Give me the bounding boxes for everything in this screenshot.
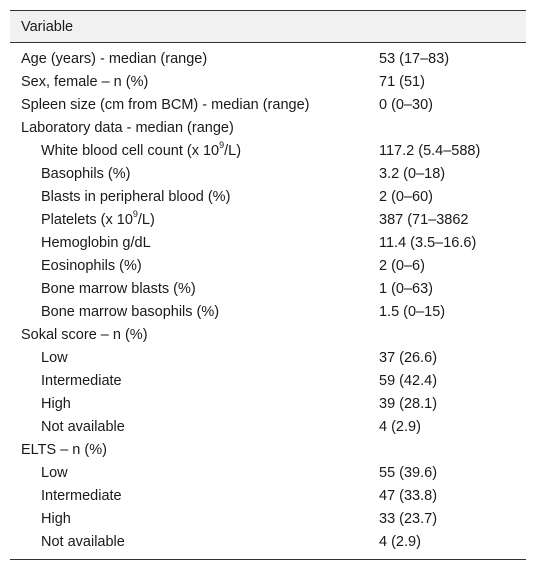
section-row-laboratory: [10, 117, 526, 140]
row-value: 71 (51): [379, 74, 425, 90]
row-value: 11.4 (3.5–16.6): [379, 235, 477, 251]
row-value: 4 (2.9): [379, 419, 421, 435]
row-value: 39 (28.1): [379, 396, 438, 412]
row-value: 3.2 (0–18): [379, 166, 446, 182]
row-label: Not available: [41, 419, 125, 435]
table-row: [10, 209, 526, 232]
label-text: /L): [137, 212, 155, 228]
table-row: [10, 278, 526, 301]
section-label: Laboratory data - median (range): [21, 120, 234, 136]
table-row: [10, 508, 526, 531]
row-value: 33 (23.7): [379, 511, 438, 527]
row-value: 2 (0–60): [379, 189, 434, 205]
section-row-sokal: [10, 324, 526, 347]
row-value: 53 (17–83): [379, 51, 450, 67]
table-row: [10, 232, 526, 255]
baseline-characteristics-table: [10, 10, 526, 560]
row-label: Blasts in peripheral blood (%): [41, 189, 231, 205]
table-row: [10, 370, 526, 393]
row-label: [10, 209, 379, 232]
table-row: [10, 163, 526, 186]
row-value: 59 (42.4): [379, 373, 438, 389]
row-value: [379, 439, 526, 462]
table-row: [10, 393, 526, 416]
superscript: 9: [219, 140, 225, 151]
table-row: [10, 347, 526, 370]
variable-header: Variable: [10, 11, 526, 43]
row-label: [10, 140, 379, 163]
row-label: Low: [41, 465, 68, 481]
row-value: [379, 324, 526, 347]
table-row: [10, 531, 526, 560]
superscript: 9: [132, 209, 138, 220]
table-row: [10, 43, 526, 72]
row-label: Not available: [10, 531, 379, 560]
row-value: 117.2 (5.4–588): [379, 143, 481, 159]
table-row: [10, 94, 526, 117]
table-header-row: [10, 11, 526, 43]
table-row: [10, 301, 526, 324]
label-text: /L): [224, 143, 242, 159]
row-value: 1.5 (0–15): [379, 304, 446, 320]
table-row: [10, 416, 526, 439]
section-label: Sokal score – n (%): [21, 327, 148, 343]
row-value: 387 (71–3862: [379, 212, 469, 228]
row-label: Age (years) - median (range): [21, 51, 208, 67]
row-label: Eosinophils (%): [41, 258, 142, 274]
row-value: 0 (0–30): [379, 97, 434, 113]
label-text: White blood cell count (x 10: [41, 143, 220, 159]
row-label: Low: [41, 350, 68, 366]
baseline-characteristics-table-container: [10, 10, 526, 560]
row-label: Bone marrow blasts (%): [41, 281, 196, 297]
row-label: Sex, female – n (%): [21, 74, 149, 90]
section-label: ELTS – n (%): [21, 442, 107, 458]
table-row: [10, 140, 526, 163]
row-value: 4 (2.9): [379, 531, 526, 560]
row-label: Bone marrow basophils (%): [41, 304, 220, 320]
row-label: Intermediate: [41, 373, 122, 389]
label-text: Platelets (x 10: [41, 212, 133, 228]
row-value: 55 (39.6): [379, 465, 438, 481]
row-label: Intermediate: [41, 488, 122, 504]
section-row-elts: [10, 439, 526, 462]
row-label: Spleen size (cm from BCM) - median (range): [21, 97, 310, 113]
row-label: Basophils (%): [41, 166, 131, 182]
row-value: [379, 117, 526, 140]
table-row: [10, 462, 526, 485]
row-label: Hemoglobin g/dL: [41, 235, 151, 251]
row-label: High: [41, 396, 71, 412]
row-value: 37 (26.6): [379, 350, 438, 366]
table-row: [10, 186, 526, 209]
row-value: 1 (0–63): [379, 281, 434, 297]
table-row: [10, 71, 526, 94]
table-row: [10, 485, 526, 508]
table-row: [10, 255, 526, 278]
row-label: High: [41, 511, 71, 527]
row-value: 2 (0–6): [379, 258, 425, 274]
row-value: 47 (33.8): [379, 488, 438, 504]
